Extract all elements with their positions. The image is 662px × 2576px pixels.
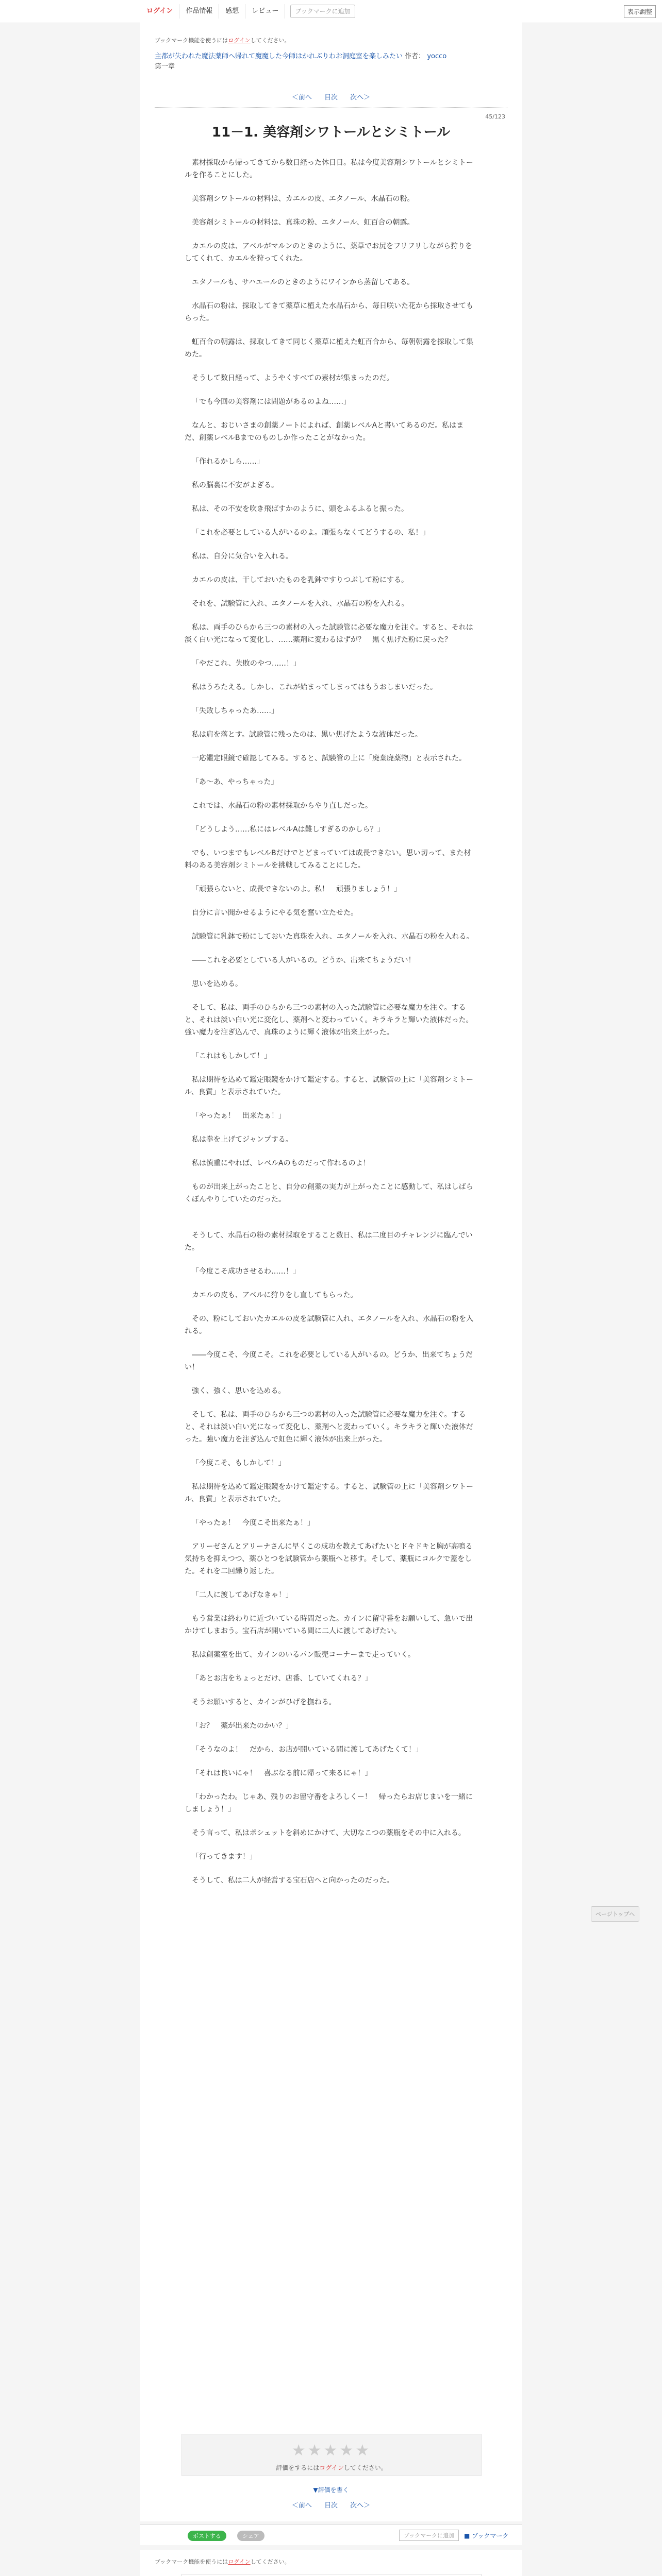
bookmark-label: ブックマーク [472,2532,509,2539]
notice2-login-link[interactable]: ログイン [228,2558,251,2565]
author-link[interactable]: yocco [427,53,447,60]
body-paragraph: エタノールも、サハエールのときのようにワインから蒸留してある。 [192,278,415,286]
body-paragraph: 私は拳を上げてジャンプする。 [192,1136,293,1144]
body-paragraph: そして、私は、両手のひらから三つの素材の入った試験管に必要な魔力を注ぐ。すると、それは淡い白い光に変化し、薬剤へと変わっていく。キラキラと輝いた液体だった。強い魔力を注ぎ込んで、真珠のように輝く液体が出来上がった。 [185,1004,473,1037]
body-paragraph: 思いを込める。 [192,980,242,988]
body-paragraph: 「作れるかしら……」 [192,457,264,466]
body-paragraph: 私は、両手のひらから三つの素材の入った試験管に必要な魔力を注ぐ。すると、それは淡く白い光になって変化し、……薬剤に変わるはずが？ 黒く焦げた粉に戻った？ [185,623,473,644]
page-top-button[interactable]: ページトップへ [591,1906,639,1922]
series-header [155,52,505,72]
add-bookmark-button-bottom[interactable]: ブックマークに追加 [399,2530,459,2541]
next-link[interactable]: 次へ＞ [350,94,371,101]
prev-link[interactable]: ＜前へ [291,94,312,101]
works-info-link[interactable]: 作品情報 [179,4,219,19]
pager-bottom [140,2500,522,2510]
new-impressions-box [181,2574,482,2576]
body-paragraph: 強く、強く、思いを込める。 [192,1387,286,1395]
rating-login-link[interactable]: ログイン [319,2464,344,2471]
notice-text: ブックマーク機能を使うには [155,37,228,44]
body-paragraph: 私は慎重にやれば、レベルAのものだって作れるのよ！ [192,1159,370,1167]
body-paragraph: 「お？ 薬が出来たのかい？」 [192,1722,293,1730]
write-rating-link[interactable]: ▼評価を書く [313,2486,349,2494]
notice2-post: してください。 [250,2558,290,2565]
body-paragraph: 一応鑑定眼鏡で確認してみる。すると、試験管の上に「廃棄廃薬物」と表示された。 [192,754,466,762]
body-paragraph: 試験管に乳鉢で粉にしておいた真珠を入れ、エタノールを入れ、水晶石の粉を入れる。 [192,933,474,941]
body-paragraph: 美容剤シワトールの材料は、カエルの皮、エタノール、水晶石の粉。 [192,195,415,203]
body-paragraph: 「頑張らないと、成長できないのよ。私！ 頑張りましょう！」 [192,885,401,893]
body-paragraph: 「これを必要としている人がいるのよ。頑張らなくてどうするの、私！」 [192,529,430,537]
body-paragraph: 「わかったわ。じゃあ、残りのお留守番をよろしくー！ 帰ったらお店じまいを一緒にしましょう！」 [185,1793,473,1814]
body-paragraph: 「これはもしかして！」 [192,1052,271,1060]
lower-section [140,2550,522,2576]
rating-note-post: してください。 [343,2464,387,2471]
notice-text-post: してください。 [250,37,290,44]
body-paragraph: 私は肩を落とす。試験管に残ったのは、黒い焦げたような液体だった。 [192,731,422,739]
body-paragraph: そして、私は、両手のひらから三つの素材の入った試験管に必要な魔力を注ぐ。すると、それは淡い白い光になって変化し、薬剤へと変わっていく。キラキラと輝いた液体だった。強い魔力を注ぎ込んで虹色に輝く液体が出来上がった。 [185,1411,473,1444]
body-paragraph: もう営業は終わりに近づいている時間だった。カインに留守番をお願いして、急いで出かけてしまおう。宝石店が開いている間に二人に渡してあげたい。 [185,1615,473,1635]
bookmark-login-notice-bottom [155,2557,290,2566]
body-paragraph: ――今度こそ、今度こそ。これを必要としている人がいるの。どうか、出来てちょうだい！ [185,1351,473,1371]
body-paragraph: そう言って、私はポシェットを斜めにかけて、大切なこつの薬瓶をその中に入れる。 [192,1829,466,1837]
pager-top [140,92,522,101]
body-paragraph: 水晶石の粉は、採取してきて薬草に植えた水晶石から、毎日咲いた花から採取させてもらった。 [185,302,473,323]
body-paragraph: これでは、水晶石の粉の素材採取からやり直しだった。 [192,802,372,810]
body-paragraph: 私は期待を込めて鑑定眼鏡をかけて鑑定する。すると、試験管の上に「美容剤シミトール、良質」と表示されていた。 [185,1076,473,1096]
author-label: 作者： [405,53,425,60]
series-title-link[interactable]: 主都が失われた魔法薬師へ帰れて魔魔した今師はかれぶりわお洞庭室を楽しみたい [155,53,403,60]
body-paragraph: 「でも今回の美容剤には問題があるのよね……」 [192,398,351,406]
body-paragraph: 「やだこれ、失敗のやつ……！」 [192,659,301,668]
impressions-link[interactable]: 感想 [219,4,245,19]
display-settings-button[interactable]: 表示調整 [624,5,656,18]
body-paragraph: ――これを必要としている人がいるの。どうか、出来てちょうだい！ [192,956,416,964]
rating-box [181,2434,482,2476]
body-paragraph: 私は創薬室を出て、カインのいるパン販売コーナーまで走っていく。 [192,1651,416,1659]
body-paragraph: 「やったぁ！ 今度こそ出来たぁ！」 [192,1519,315,1527]
body-paragraph: 「それは良いにゃ！ 喜ぶなる前に帰って来るにゃ！」 [192,1769,372,1777]
body-paragraph: 私の脳裏に不安がよぎる。 [192,481,278,489]
body-paragraph: 素材採取から帰ってきてから数日経った休日日。私は今度美容剤シワトールとシミトールを作ることにした。 [185,159,473,179]
share-fb-button[interactable]: シェア [237,2531,264,2541]
body-paragraph: でも、いつまでもレベルBだけでとどまっていては成長できない。思い切って、また材料のある美容剤シミトールを挑戦してみることにした。 [185,849,471,870]
toc-link[interactable]: 目次 [324,94,338,101]
rating-note-pre: 評価をするには [276,2464,320,2471]
body-paragraph: その、粉にしておいたカエルの皮を試験管に入れ、エタノールを入れ、水晶石の粉を入れる。 [185,1315,473,1335]
body-paragraph: そうして、水晶石の粉の素材採取をすること数日、私は二度目のチャレンジに臨んでいた。 [185,1231,473,1252]
rating-note [182,2463,481,2472]
body-paragraph: そうして、私は二人が経営する宝石店へと向かったのだった。 [192,1876,394,1885]
top-bar [0,0,662,23]
prev-link-bottom[interactable]: ＜前へ [291,2502,312,2510]
body-paragraph: 私はうろたえる。しかし、これが始まってしまってはもうおしまいだった。 [192,683,437,691]
body-paragraph: 「あとお店をちょっとだけ、店番、していてくれる？」 [192,1674,372,1683]
notice-login-link[interactable]: ログイン [228,37,251,44]
body-paragraph: 「二人に渡してあげなきゃ！」 [192,1591,293,1599]
notice2-pre: ブックマーク機能を使うには [155,2558,228,2565]
body-paragraph: なんと、おじいさまの創薬ノートによれば、創薬レベルAと書いてあるのだ。私はまだ、創薬レベルBまでのものしか作ったことがなかった。 [185,421,464,442]
body-paragraph: 「あ～あ、やっちゃった」 [192,778,278,786]
body-paragraph: そうお願いすると、カインがひげを撫ねる。 [192,1698,336,1706]
body-paragraph: 「どうしよう……私にはレベルAは難しすぎるのかしら？」 [192,825,385,834]
body-paragraph: そうして数日経って、ようやくすべての素材が集まったのだ。 [192,374,394,382]
reviews-link[interactable]: レビュー [245,4,285,19]
bookmark-link[interactable]: ■ ブックマーク [464,2532,509,2539]
toc-link-bottom[interactable]: 目次 [324,2502,338,2510]
body-paragraph: カエルの皮は、干しておいたものを乳鉢ですりつぶして粉にする。 [192,576,408,584]
chapter-number: 45/123 [485,113,505,120]
body-paragraph: 「やったぁ！ 出来たぁ！」 [192,1112,286,1120]
body-paragraph: 虹百合の朝露は、採取してきて同じく薬草に植えた虹百合から、毎朝朝露を採取して集めた。 [185,338,473,359]
body-paragraph: 私は、その不安を吹き飛ばすかのように、頭をふるふると振った。 [192,505,408,513]
chapter-group-label: 第一章 [155,63,175,71]
next-link-bottom[interactable]: 次へ＞ [350,2502,371,2510]
novel-main [140,23,522,2521]
body-paragraph: それを、試験管に入れ、エタノールを入れ、水晶石の粉を入れる。 [192,600,409,608]
body-paragraph: 自分に言い聞かせるようにやる気を奮い立たせた。 [192,909,358,917]
share-x-button[interactable]: ポストする [188,2531,226,2541]
body-paragraph: 美容剤シミトールの材料は、真珠の粉、エタノール、虹百合の朝露。 [192,218,415,227]
body-paragraph: カエルの皮は、アベルがマルンのときのように、薬草でお尻をフリフリしながら狩りをしてくれて、カエルを狩ってくれた。 [185,242,472,263]
body-paragraph: 「今度こそ成功させるわ……！」 [192,1267,300,1276]
share-bar [140,2524,522,2546]
bookmark-login-notice [155,36,290,44]
divider [155,107,507,108]
login-link[interactable]: ログイン [140,4,179,19]
body-paragraph: 私は、自分に気合いを入れる。 [192,552,293,561]
novel-body [185,157,477,1898]
body-paragraph: 「そうなのよ！ だから、お店が開いている間に渡してあげたくて！」 [192,1745,423,1754]
body-paragraph: アリーゼさんとアリーナさんに早くこの成功を教えてあげたいとドキドキと胸が高鳴る気持ちを抑えつつ、薬ひとつを試験管から薬瓶へと移す。そして、薬瓶にコルクで蓋をした。それを二回繰り返した。 [185,1543,473,1575]
add-bookmark-button[interactable]: ブックマークに追加 [290,5,355,18]
body-paragraph: 私は期待を込めて鑑定眼鏡をかけて鑑定する。すると、試験管の上に「美容剤シワトール、良質」と表示されていた。 [185,1483,473,1503]
top-nav [140,4,355,19]
rating-stars-icon[interactable]: ★★★★★ [291,2442,372,2460]
chapter-title: 11－1. 美容剤シワトールとシミトール [211,125,451,140]
body-paragraph: 「今度こそ、もしかして！」 [192,1459,286,1467]
body-paragraph: ものが出来上がったことと、自分の創薬の実力が上がったことに感動して、私はしばらくぼんやりしていたのだった。 [185,1183,473,1204]
body-paragraph: 「行ってきます！」 [192,1853,257,1861]
body-paragraph: 「失敗しちゃったあ……」 [192,707,278,715]
body-paragraph: カエルの皮も、アベルに狩りをし直してもらった。 [192,1291,358,1299]
